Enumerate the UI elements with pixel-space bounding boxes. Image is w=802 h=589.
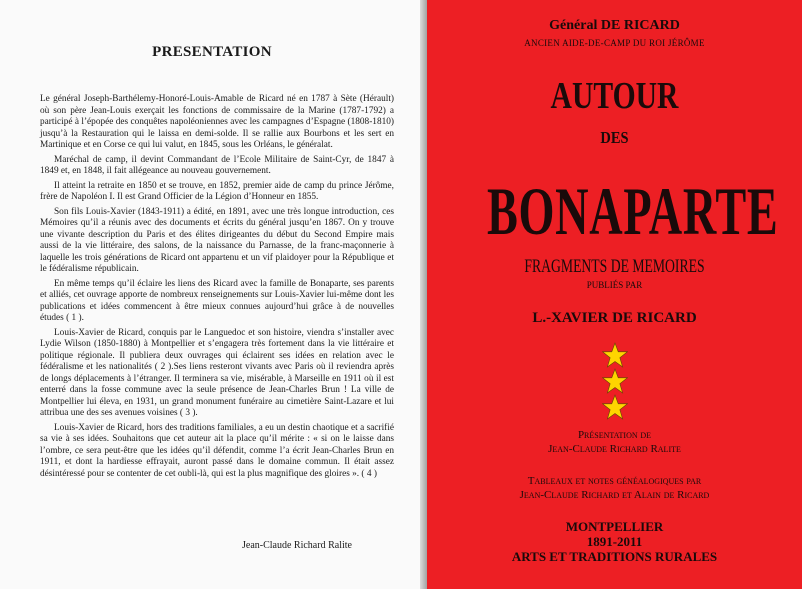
paragraph: Son fils Louis-Xavier (1843-1911) a édité, en 1891, avec une très longue introduction, ces Mémoires qu’il a réunis avec des documents et écrits du général jusqu’en 1867. On y trouve une vivante description du Paris et des élites dirigeantes du début du Second Empire mais aussi de la vie littéraire, des salons, de la naissance du Parnasse, de la franc-maçonnerie à laquelle les trois générations de Ricard ont appartenu et un vif plaidoyer pour la République et le fédéralisme républicain. [40,206,394,274]
star-icon [602,342,628,368]
paragraph: Maréchal de camp, il devint Commandant de l’Ecole Militaire de Saint-Cyr, de 1847 à 1849 et, en 1848, il fait allégeance au nouveau gouvernement. [40,154,394,176]
star-icon [602,368,628,394]
paragraph: En même temps qu’il éclaire les liens des Ricard avec la famille de Bonaparte, ses parents et alliés, cet ouvrage apporte de nombreux renseignements sur Louis-Xavier lui-même dont les publications et idées commencent à être mieux connues aujourd’hui grâce à de nouvelles études ( 1 ). [40,278,394,323]
cover-stars [427,342,802,420]
cover-presentation-credit [427,428,802,456]
cover-imprint [427,519,802,564]
tables-credit-line: Tableaux et notes généalogiques par [527,475,702,487]
cover-years: 1891-2011 [586,534,643,549]
paragraph: Louis-Xavier de Ricard, conquis par le Languedoc et son histoire, viendra s’installer avec Lydie Wilson (1850-1880) à Montpellier et s’engagera très fortement dans la vie littéraire et politique régionale. Il publiera deux ouvrages qui éclairent ses idées en relation avec le fédéralisme et les nationalités ( 2 ).Ses liens resteront vivants avec Paris où il reviendra après de longs déplacements à l’étranger. Il terminera sa vie, misérable, à Marseille en 1911 où il est enterré dans la fosse commune avec la seule présence de Jean-Charles Brun ! La ville de Montpellier lui éleva, en 1931, un grand monument funéraire au cimetière Saint-Lazare et lui attribua une des ses avenues voisines ( 3 ). [40,327,394,418]
cover-editor: L.-XAVIER DE RICARD [532,310,697,326]
star-icon [602,394,628,420]
presentation-body [40,94,394,483]
tables-credit-names: Jean-Claude Richard et Alain de Ricard [519,489,710,501]
cover-author-subtitle: ANCIEN AIDE-DE-CAMP DU ROI JÉRÔME [524,38,705,48]
cover-publisher: ARTS ET TRADITIONS RURALES [511,549,718,564]
cover-city: MONTPELLIER [565,519,664,534]
presentation-title: PRESENTATION [152,44,272,60]
paragraph: Louis-Xavier de Ricard, hors des traditions familiales, a eu un destin chaotique et a sacrifié sa vie à ses idées. Souhaitons que cet auteur ait la place qu’il mérite : « si on le laisse dans l’ombre, ce sera peut-être que les idées qu’il défendit, comme l’a écrit Jean-Charles Brun en 1911, et dont la hardiesse effrayait, auront passé dans le domaine commun. Il était assez désintéressé pour se contenter de cet oubli-là, qui est la plus magnifique des gloires ». ( 4 ) [40,422,394,479]
paragraph: Le général Joseph-Barthélemy-Honoré-Louis-Amable de Ricard né en 1787 à Sète (Hérault) où son père Jean-Louis exerçait les fonctions de commissaire de la Marine (1787-1792) a participé à l’épopée des conquêtes napoléoniennes avec les campagnes d’Espagne (1808-1810) jusqu’à la Restauration qui le laissa en demi-solde. Il se rallie aux Bourbons et les sert en Martinique et en Corse ce qui lui valut, en 1845, sous les Orléans, le généralat. [40,94,394,150]
cover-published-by: PUBLIÉS PAR [586,280,643,290]
cover-author: Général DE RICARD [549,18,680,33]
presentation-credit-line: Présentation de [577,429,652,441]
cover-title-line-1: AUTOUR [550,75,679,117]
signature: Jean-Claude Richard Ralite [242,540,352,551]
book-cover [427,0,802,589]
cover-tables-credit [427,474,802,502]
cover-title-line-2: DES [600,128,629,147]
cover-title-main: BONAPARTE [487,173,779,249]
cover-subtitle: FRAGMENTS DE MEMOIRES [524,256,705,277]
paragraph: Il atteint la retraite en 1850 et se trouve, en 1852, premier aide de camp du prince Jérôme, frère de Napoléon I. Il est Grand Officier de la Légion d’Honneur en 1855. [40,180,394,202]
presentation-credit-name: Jean-Claude Richard Ralite [548,443,681,455]
